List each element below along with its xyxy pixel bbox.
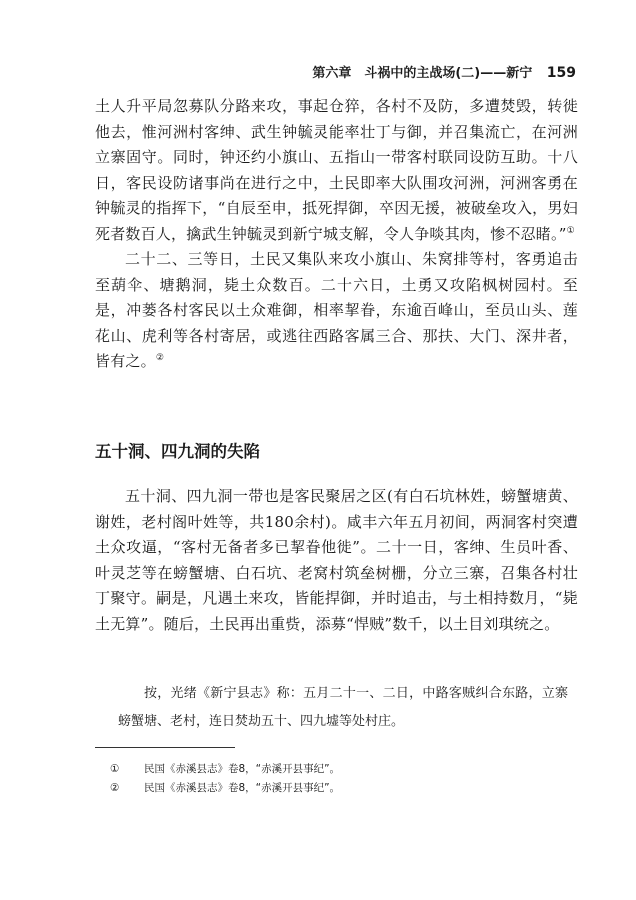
- chapter-title: 第六章 斗祸中的主战场(二)——新宁: [312, 66, 533, 81]
- paragraph-3: 五十洞、四九洞一带也是客民聚居之区(有白石坑林姓，螃蟹塘黄、谢姓，老村阁叶姓等，共180余村)。咸丰六年五月初间，两洞客村突遭土众攻逼，“客村无备者多已挈眷他徙”。二十一日，客绅、生员叶香、叶灵芝等在螃蟹塘、白石坑、老窝村筑垒树栅，分立三寨，召集各村壮丁聚守。嗣是，凡遇土来攻，皆能捍御，并时追击，与土相持数月，“毙土无算”。随后，土民再出重赀，添募“悍贼”数千，以土目刘琪统之。: [95, 487, 578, 633]
- page-number: 159: [546, 65, 576, 81]
- footnote-1: ① 民国《赤溪县志》卷8，“赤溪开县事纪”。: [110, 763, 341, 775]
- paragraph-2: 二十二、三等日，土民又集队来攻小旗山、朱窝排等村，客勇追击至葫伞、塘鹅洞，毙土众数百。二十六日，土勇又攻陷枫树园村。至是，冲蒌各村客民以土众难御，相率挈眷，东逾百峰山，至员山头、莲花山、虎利等各村寄居，或逃往西路客属三合、那扶、大门、深井者，皆有之。②: [95, 250, 578, 370]
- footnotes: [110, 760, 576, 798]
- footnote-ref-2: ②: [155, 353, 165, 363]
- running-header: [100, 62, 576, 81]
- block-quote: 按，光绪《新宁县志》称：五月二十一、二日，中路客贼纠合东路，立寨螃蟹塘、老村，连日焚劫五十、四九墟等处村庄。: [118, 686, 568, 729]
- footnote-ref-1: ①: [566, 225, 575, 236]
- paragraph-1: 土人升平局忽募队分路来攻，事起仓猝，各村不及防，多遭焚毁，转徙他去，惟河洲村客绅、武生钟毓灵能率壮丁与御，并召集流亡，在河洲立寨固守。同时，钟还约小旗山、五指山一带客村联同设防互助。十八日，客民设防诸事尚在进行之中，土民即率大队围攻河洲，河洲客勇在钟毓灵的指挥下，“自辰至申，抵死捍御，卒因无援，被破垒攻入，男妇死者数百人，擒武生钟毓灵到新宁城支解，令人争啖其肉，惨不忍睹。”①: [95, 97, 578, 243]
- section-heading: 五十洞、四九洞的失陷: [95, 442, 260, 461]
- body-text-top: [95, 94, 578, 375]
- footnote-divider: [95, 747, 235, 748]
- body-text-bottom: [95, 484, 578, 637]
- footnote-2: ② 民国《赤溪县志》卷8，“赤溪开县事纪”。: [110, 782, 341, 794]
